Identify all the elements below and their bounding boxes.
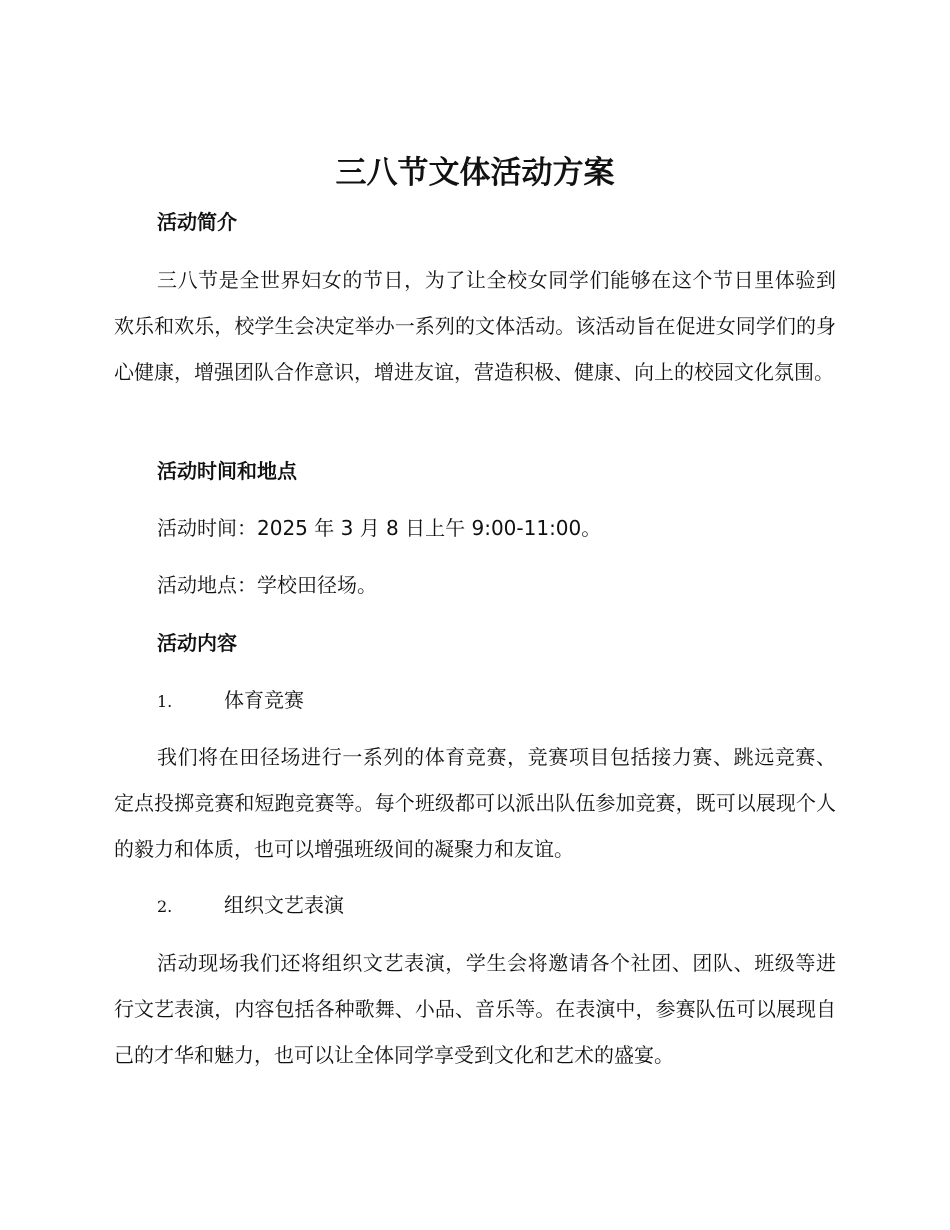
- list-item-sports: [157, 685, 304, 717]
- sports-paragraph: 我们将在田径场进行一系列的体育竞赛，竞赛项目包括接力赛、跳远竞赛、定点投掷竞赛和短跑竞赛等。每个班级都可以派出队伍参加竞赛，既可以展现个人的毅力和体质，也可以增强班级间的凝聚力和友谊。: [114, 745, 836, 861]
- performance-paragraph: 活动现场我们还将组织文艺表演，学生会将邀请各个社团、团队、班级等进行文艺表演，内容包括各种歌舞、小品、音乐等。在表演中，参赛队伍可以展现自己的才华和魅力，也可以让全体同学享受到文化和艺术的盛宴。: [114, 951, 836, 1067]
- section-heading-content: 活动内容: [157, 631, 237, 655]
- list-item-label: 组织文艺表演: [224, 893, 344, 917]
- list-number: 1.: [157, 692, 173, 711]
- intro-paragraph: 三八节是全世界妇女的节日，为了让全校女同学们能够在这个节日里体验到欢乐和欢乐，校学生会决定举办一系列的文体活动。该活动旨在促进女同学们的身心健康，增强团队合作意识，增进友谊，营造积极、健康、向上的校园文化氛围。: [114, 268, 836, 384]
- section-heading-intro: 活动简介: [157, 210, 237, 234]
- activity-place-line: 活动地点：学校田径场。: [157, 573, 377, 597]
- document-title: 三八节文体活动方案: [335, 155, 615, 191]
- activity-time-line: 活动时间：2025 年 3 月 8 日上午 9:00-11:00。: [157, 516, 602, 540]
- section-heading-time-place: 活动时间和地点: [157, 459, 297, 483]
- list-item-performance: [157, 890, 344, 922]
- list-item-label: 体育竞赛: [224, 688, 304, 712]
- list-number: 2.: [157, 897, 173, 916]
